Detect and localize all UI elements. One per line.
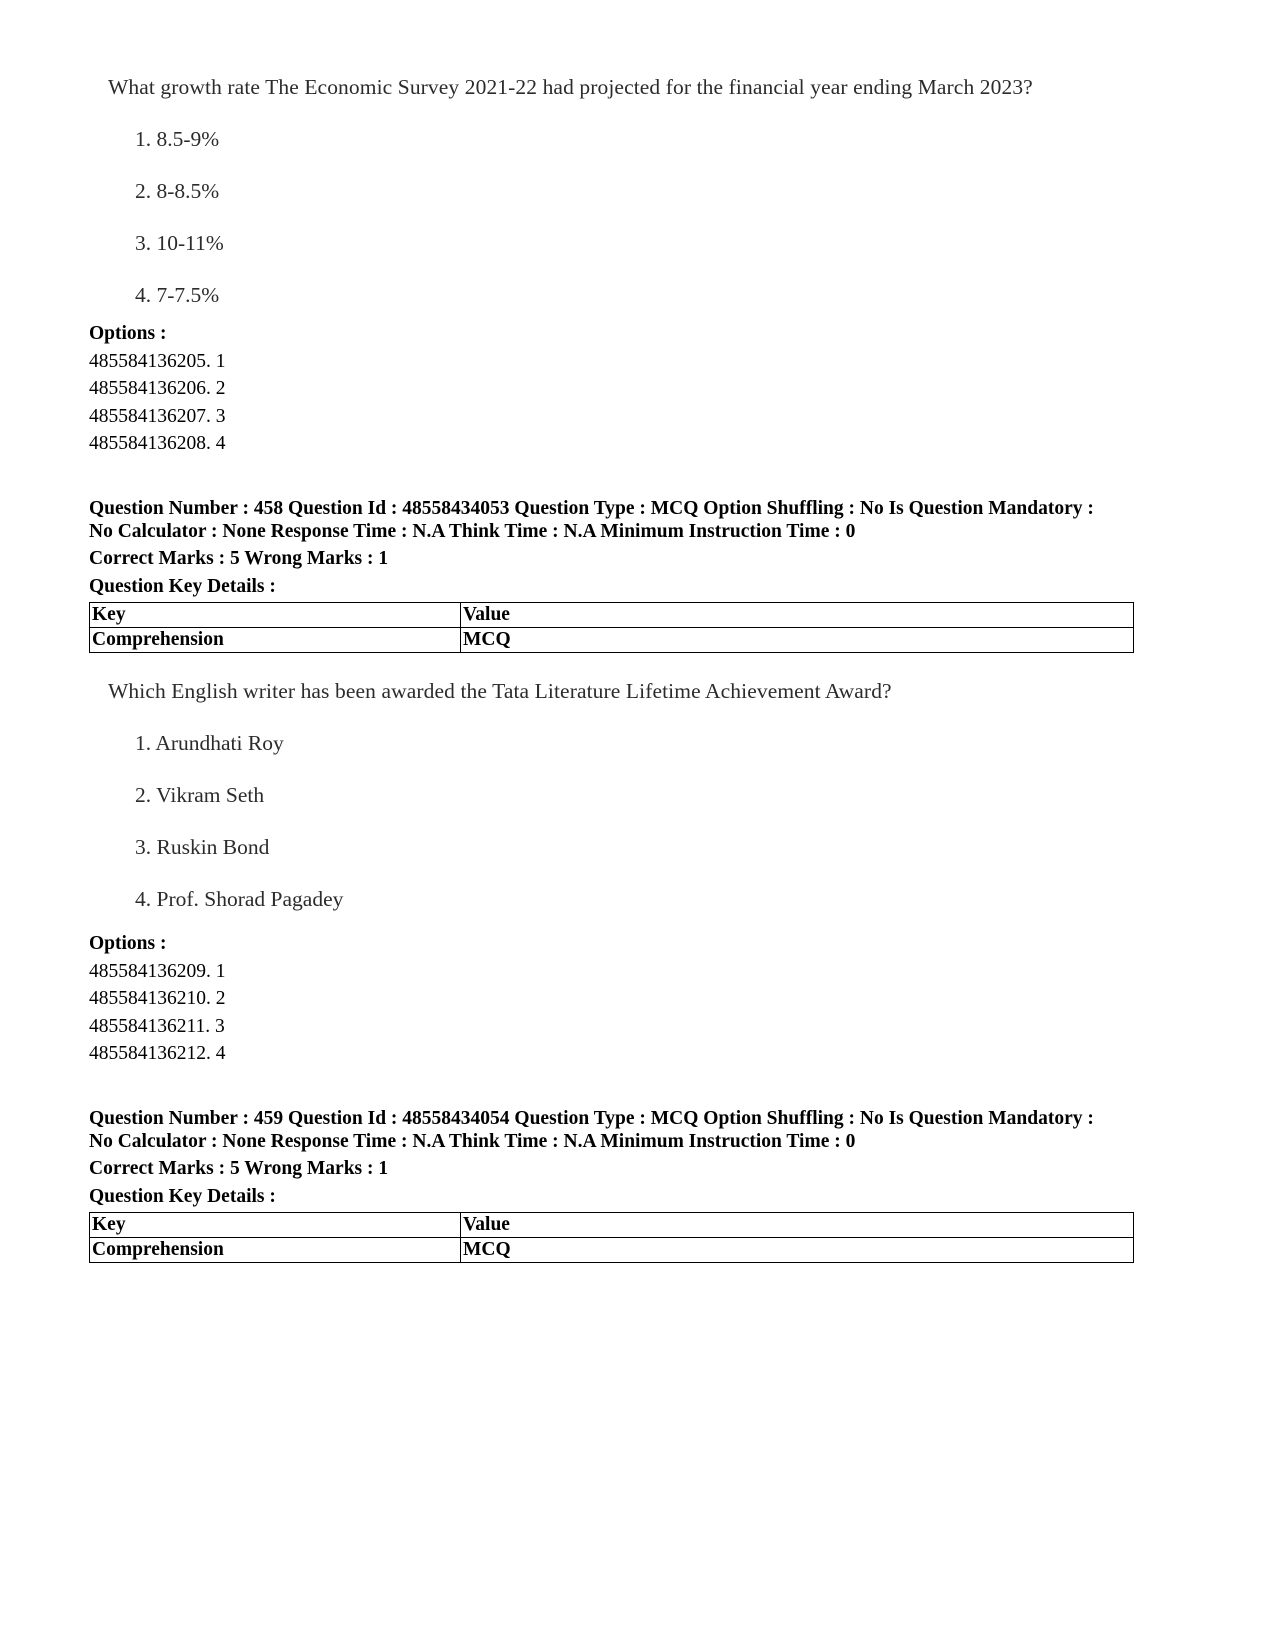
meta-line-2: No Calculator : None Response Time : N.A Think Time : N.A Minimum Instruction Time : 0 bbox=[89, 1131, 856, 1152]
meta-line-2: No Calculator : None Response Time : N.A Think Time : N.A Minimum Instruction Time : 0 bbox=[89, 521, 856, 542]
option-id: 485584136207. 3 bbox=[89, 405, 226, 427]
choice-item: 4. 7-7.5% bbox=[135, 283, 220, 307]
choice-item: 1. 8.5-9% bbox=[135, 127, 220, 151]
table-cell-key: Comprehension bbox=[90, 628, 461, 653]
options-list-b bbox=[89, 930, 226, 1068]
choice-item: 4. Prof. Shorad Pagadey bbox=[135, 887, 344, 911]
choice-item: 3. 10-11% bbox=[135, 231, 224, 255]
option-id: 485584136210. 2 bbox=[89, 988, 226, 1009]
key-details-table bbox=[89, 602, 1134, 653]
options-list-a bbox=[89, 320, 226, 458]
choice-item: 1. Arundhati Roy bbox=[135, 731, 284, 755]
option-id: 485584136205. 1 bbox=[89, 350, 226, 372]
options-label: Options : bbox=[89, 933, 167, 954]
question-text: What growth rate The Economic Survey 2021-22 had projected for the financial year ending March 2023? bbox=[108, 75, 1033, 99]
table-row bbox=[90, 628, 1134, 653]
marks-line: Correct Marks : 5 Wrong Marks : 1 bbox=[89, 548, 389, 569]
key-details-table bbox=[89, 1212, 1134, 1263]
table-row bbox=[90, 1238, 1134, 1263]
table-header-row bbox=[90, 1213, 1134, 1238]
question-text: Which English writer has been awarded the Tata Literature Lifetime Achievement Award? bbox=[108, 679, 892, 703]
choice-item: 2. Vikram Seth bbox=[135, 783, 265, 807]
options-label: Options : bbox=[89, 323, 167, 344]
table-header-key: Key bbox=[90, 603, 461, 628]
option-id: 485584136209. 1 bbox=[89, 960, 226, 982]
key-details-label: Question Key Details : bbox=[89, 1185, 276, 1207]
option-id: 485584136206. 2 bbox=[89, 378, 226, 399]
question-meta-459 bbox=[89, 1107, 1149, 1263]
table-header-key: Key bbox=[90, 1213, 461, 1238]
table-cell-value: MCQ bbox=[461, 1238, 1134, 1263]
table-header-value: Value bbox=[461, 603, 1134, 628]
table-header-row bbox=[90, 603, 1134, 628]
table-header-value: Value bbox=[461, 1213, 1134, 1238]
question-meta-458 bbox=[89, 497, 1149, 653]
marks-line: Correct Marks : 5 Wrong Marks : 1 bbox=[89, 1158, 389, 1179]
option-id: 485584136211. 3 bbox=[89, 1015, 225, 1037]
table-cell-key: Comprehension bbox=[90, 1238, 461, 1263]
option-id: 485584136212. 4 bbox=[89, 1043, 226, 1064]
question-image-a bbox=[108, 74, 1033, 308]
option-id: 485584136208. 4 bbox=[89, 433, 226, 454]
meta-line-1: Question Number : 459 Question Id : 48558434054 Question Type : MCQ Option Shuffling : No Is Question Mandatory : bbox=[89, 1108, 1094, 1129]
choice-item: 3. Ruskin Bond bbox=[135, 835, 270, 859]
key-details-label: Question Key Details : bbox=[89, 575, 276, 597]
meta-line-1: Question Number : 458 Question Id : 48558434053 Question Type : MCQ Option Shuffling : No Is Question Mandatory : bbox=[89, 498, 1094, 519]
table-cell-value: MCQ bbox=[461, 628, 1134, 653]
choice-item: 2. 8-8.5% bbox=[135, 179, 220, 203]
question-image-b bbox=[108, 678, 892, 912]
